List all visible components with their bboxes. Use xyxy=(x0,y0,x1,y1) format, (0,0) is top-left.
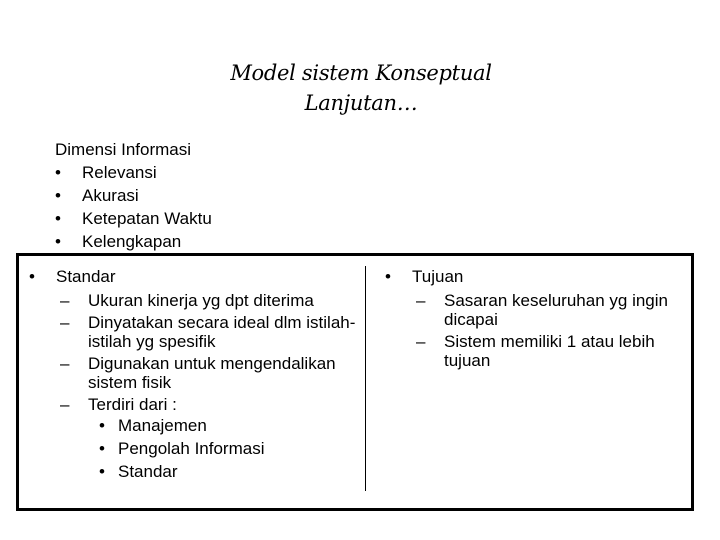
bullet-icon: • xyxy=(385,267,391,286)
title-line-2: Lanjutan… xyxy=(304,91,418,115)
list-item xyxy=(29,395,359,414)
list-item: • Akurasi xyxy=(55,184,212,207)
list-item xyxy=(29,313,359,351)
list-item xyxy=(29,414,359,437)
list-item xyxy=(29,437,359,460)
slide-title xyxy=(0,58,720,118)
dash-icon: – xyxy=(416,332,426,351)
title-line-1: Model sistem Konseptual xyxy=(230,61,492,85)
list-item xyxy=(29,460,359,483)
bullet-icon: • xyxy=(99,439,105,458)
standar-bullet xyxy=(29,266,359,288)
dash-icon: – xyxy=(60,354,70,373)
standar-column xyxy=(29,266,359,483)
standar-item-text: Dinyatakan secara ideal dlm istilah-istilah yg spesifik xyxy=(88,313,356,351)
dash-icon: – xyxy=(416,291,426,310)
tujuan-column xyxy=(385,266,685,370)
bullet-icon: • xyxy=(99,462,105,481)
list-item: • Kelengkapan xyxy=(55,230,212,253)
tujuan-item-text: Sasaran keseluruhan yg ingin dicapai xyxy=(444,291,668,329)
tujuan-label: Tujuan xyxy=(412,267,464,286)
list-item: • Relevansi xyxy=(55,161,212,184)
list-item xyxy=(385,332,685,370)
dash-icon: – xyxy=(60,395,70,414)
dash-icon: – xyxy=(60,313,70,332)
tujuan-bullet xyxy=(385,266,685,288)
bullet-icon: • xyxy=(99,416,105,435)
dimensi-list xyxy=(55,161,212,253)
bullet-icon: • xyxy=(29,267,35,286)
column-divider xyxy=(365,266,366,491)
standar-subitem-text: Manajemen xyxy=(118,416,207,435)
standar-subitem-text: Standar xyxy=(118,462,178,481)
list-item: • Ketepatan Waktu xyxy=(55,207,212,230)
list-item xyxy=(29,291,359,310)
dash-icon: – xyxy=(60,291,70,310)
content-frame xyxy=(16,253,694,511)
dimensi-informasi-block xyxy=(55,138,212,253)
standar-item-text: Ukuran kinerja yg dpt diterima xyxy=(88,291,314,310)
tujuan-item-text: Sistem memiliki 1 atau lebih tujuan xyxy=(444,332,655,370)
standar-item-text: Digunakan untuk mengendalikan sistem fisik xyxy=(88,354,336,392)
list-item xyxy=(385,291,685,329)
standar-subitem-text: Pengolah Informasi xyxy=(118,439,265,458)
standar-label: Standar xyxy=(56,267,116,286)
dimensi-heading: Dimensi Informasi xyxy=(55,140,192,159)
standar-item-text: Terdiri dari : xyxy=(88,395,177,414)
list-item xyxy=(29,354,359,392)
